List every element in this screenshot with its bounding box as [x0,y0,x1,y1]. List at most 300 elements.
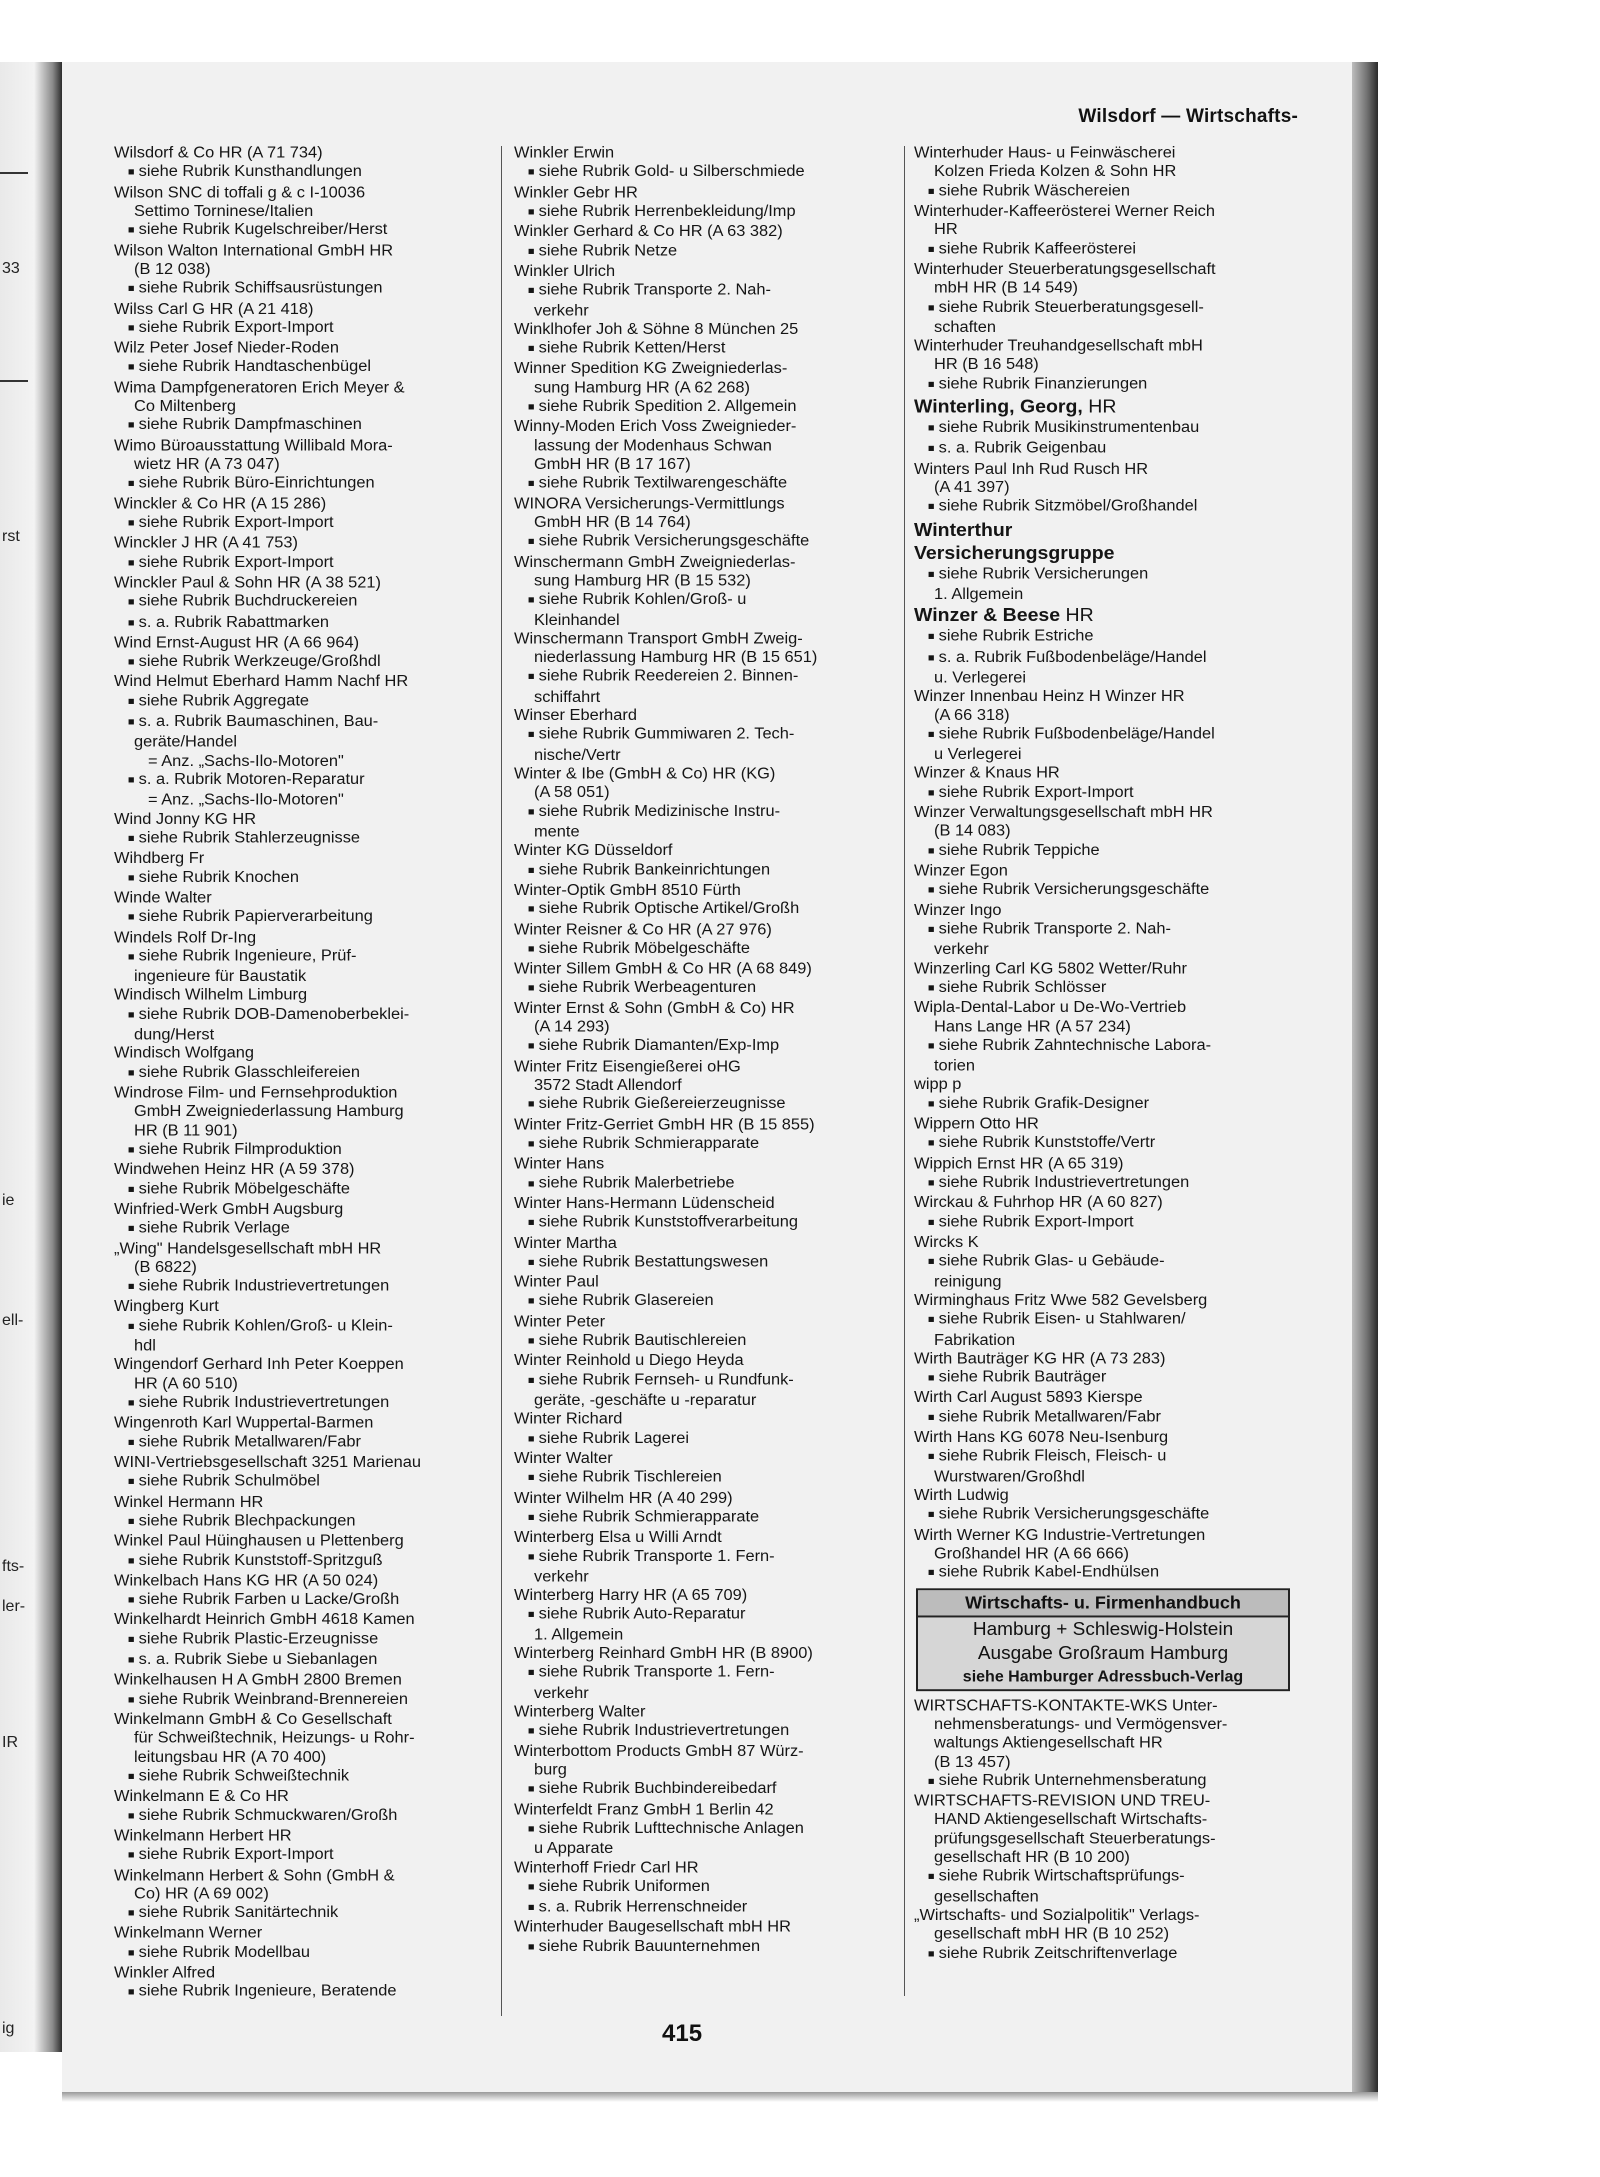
bullet-icon: ■ [528,1941,535,1953]
directory-entry: Wima Dampfgeneratoren Erich Meyer & [114,378,405,396]
bullet-icon: ■ [528,943,535,955]
rubrik-reference [114,474,486,495]
rubrik-text: siehe Rubrik Export-Import [938,782,1134,801]
directory-entry: Winckler Paul & Sohn HR (A 38 521) [114,573,381,592]
entry-continuation: (B 13 457) [934,1752,1011,1771]
rubrik-reference [114,514,486,535]
entry-continuation: reinigung [934,1272,1002,1291]
bullet-icon: ■ [528,1550,535,1563]
rubrik-text: siehe Rubrik Gold- u Silberschmiede [538,162,805,181]
directory-entry: Winters Paul Inh Rud Rusch HR [914,459,1149,478]
rubrik-reference [114,1219,486,1240]
rubrik-text: siehe Rubrik Transporte 1. Fern- [538,1547,775,1565]
directory-entry: Winterberg Reinhard GmbH HR (B 8900) [514,1644,813,1663]
bullet-icon: ■ [128,1067,135,1079]
directory-entry: Winckler J HR (A 41 753) [114,534,298,552]
left-page-rule [0,172,28,174]
entry-continuation: schaften [934,318,996,336]
directory-entry: Winter Sillem GmbH & Co HR (A 68 849) [514,959,812,978]
directory-entry: Wircks K [914,1233,979,1251]
rubrik-reference [514,1253,894,1274]
bullet-icon: ■ [528,1822,535,1835]
bullet-icon: ■ [128,166,135,179]
bullet-icon: ■ [528,1040,535,1053]
directory-entry: Winny-Moden Erich Voss Zweignieder- [514,417,797,436]
rubrik-text: siehe Rubrik Bestattungswesen [538,1252,769,1270]
rubrik-reference [514,1429,894,1450]
entry-continuation: verkehr [534,1567,589,1586]
rubrik-text: siehe Rubrik Grafik-Designer [938,1094,1150,1112]
directory-entry: Wind Helmut Eberhard Hamm Nachf HR [114,673,409,691]
rubrik-reference [114,712,486,733]
entry-continuation: (B 14 083) [934,822,1011,840]
rubrik-reference [914,565,1298,586]
bullet-icon: ■ [928,1177,935,1189]
rubrik-reference [114,1846,486,1867]
bullet-icon: ■ [928,1509,935,1521]
rubrik-text: siehe Rubrik Sitzmöbel/Großhandel [938,497,1198,515]
rubrik-text: siehe Rubrik Schweißtechnik [138,1766,350,1785]
directory-entry: „Wirtschafts- und Sozialpolitik" Verlags- [914,1906,1200,1924]
directory-entry: Wimo Büroausstattung Willibald Mora- [114,436,393,455]
rubrik-reference [514,1508,894,1529]
entry-continuation: HR [934,220,958,239]
directory-entry: Winter Martha [514,1233,617,1252]
bullet-icon: ■ [128,1280,135,1293]
bullet-icon: ■ [928,378,935,391]
bullet-icon: ■ [128,1946,135,1959]
bullet-icon: ■ [128,1515,135,1528]
directory-entry: Winzer Ingo [914,901,1002,919]
directory-entry: Winkler Ulrich [514,262,616,280]
rubrik-reference [514,725,894,746]
bullet-icon: ■ [528,864,535,876]
directory-entry: Winter Reinhold u Diego Heyda [514,1352,744,1370]
rubrik-text: siehe Rubrik Industrievertretungen [138,1393,390,1411]
directory-entry: Winzerling Carl KG 5802 Wetter/Ruhr [914,959,1187,977]
directory-entry: Winter Hans-Hermann Lüdenscheid [514,1194,775,1212]
directory-entry: Windwehen Heinz HR (A 59 378) [114,1160,355,1179]
bullet-icon: ■ [928,1947,935,1960]
rubrik-text: siehe Rubrik Uniformen [538,1877,710,1895]
rubrik-text: siehe Rubrik Industrievertretungen [538,1721,790,1739]
directory-entry: Winter Richard [514,1410,623,1428]
bullet-icon: ■ [528,477,535,490]
rubrik-text: siehe Rubrik Glasereien [538,1291,714,1310]
directory-entry: Winterhuder-Kaffeerösterei Werner Reich [914,202,1215,220]
entry-continuation: geräte/Handel [134,733,237,751]
rubrik-reference [514,1037,894,1058]
bullet-icon: ■ [528,982,535,995]
rubrik-text: siehe Rubrik Blechpackungen [138,1511,356,1530]
rubrik-reference [114,416,486,437]
rubrik-reference [114,1767,486,1788]
rubrik-reference [114,1806,486,1827]
entry-continuation: nehmensberatungs- und Vermögensver- [934,1715,1228,1733]
directory-entry: Wirth Werner KG Industrie-Vertretungen [914,1525,1206,1544]
entry-continuation: u Apparate [534,1839,614,1858]
directory-entry: Wirth Carl August 5893 Kierspe [914,1388,1143,1407]
rubrik-reference [514,1898,894,1919]
bullet-icon: ■ [928,651,935,664]
rubrik-text: siehe Rubrik Malerbetriebe [538,1173,735,1192]
directory-entry: Wirckau & Fuhrhop HR (A 60 827) [914,1193,1163,1212]
entry-continuation: prüfungsgesellschaft Steuerberatungs- [934,1829,1216,1848]
rubrik-reference [914,1563,1298,1584]
rubrik-text: siehe Rubrik Verlage [138,1218,290,1237]
bullet-icon: ■ [928,1137,935,1150]
bullet-icon: ■ [928,1216,935,1229]
rubrik-text: siehe Rubrik Schulmöbel [138,1472,320,1490]
bullet-icon: ■ [928,884,935,897]
directory-entry: Winzer Egon [914,861,1008,880]
rubrik-reference [114,613,486,634]
rubrik-reference [114,1393,486,1414]
rubrik-reference [514,1937,894,1958]
directory-entry: Winter Walter [514,1449,613,1468]
directory-entry: Winkelmann Herbert HR [114,1826,292,1845]
page-bottom-shadow [62,2092,1378,2102]
entry-continuation: geräte, -geschäfte u -reparatur [534,1391,757,1409]
bullet-icon: ■ [928,301,935,314]
bullet-icon: ■ [528,284,535,297]
rubrik-text: siehe Rubrik Plastic-Erzeugnisse [138,1629,379,1648]
rubrik-reference [514,1213,894,1234]
bullet-icon: ■ [128,774,135,787]
rubrik-reference [114,1590,486,1611]
bullet-icon: ■ [928,786,935,799]
entry-continuation: HR (A 60 510) [134,1374,238,1393]
rubrik-reference [914,497,1298,518]
rubrik-reference [114,1433,486,1454]
rubrik-reference [914,1867,1298,1888]
directory-entry: Winterhuder Haus- u Feinwäscherei [914,144,1176,162]
rubrik-text: siehe Rubrik Werbeagenturen [538,978,757,997]
bullet-icon: ■ [128,361,135,374]
rubrik-reference [914,841,1298,862]
directory-entry: Winterhoff Friedr Carl HR [514,1858,699,1876]
directory-entry: Winterbottom Products GmbH 87 Würz- [514,1742,804,1760]
directory-entry: Wipla-Dental-Labor u De-Wo-Vertrieb [914,998,1187,1017]
directory-entry: WIRTSCHAFTS-REVISION UND TREU- [914,1792,1211,1810]
bullet-icon: ■ [928,1098,935,1110]
rubrik-text: siehe Rubrik Fleisch, Fleisch- u [938,1447,1167,1465]
rubrik-reference [114,592,486,613]
running-head: Wilsdorf — Wirtschafts- [1078,106,1298,127]
rubrik-text: siehe Rubrik Export-Import [138,513,334,531]
rubrik-text: siehe Rubrik Buchdruckereien [138,592,358,610]
entry-continuation: (B 6822) [134,1258,197,1276]
bullet-icon: ■ [128,1476,135,1488]
directory-entry: Winzer & Knaus HR [914,764,1060,782]
rubrik-text: siehe Rubrik Export-Import [138,1845,334,1864]
bullet-icon: ■ [928,185,935,197]
bullet-icon: ■ [928,1411,935,1424]
bullet-icon: ■ [128,1397,135,1409]
entry-continuation: mbH HR (B 14 549) [934,279,1078,297]
bullet-icon: ■ [128,716,135,729]
entry-continuation: (A 41 397) [934,478,1010,497]
directory-entry: Winckler & Co HR (A 15 286) [114,494,327,513]
rubrik-text: siehe Rubrik Versicherungen [938,564,1149,583]
entry-continuation: gesellschaft mbH HR (B 10 252) [934,1925,1170,1943]
directory-entry: Wingberg Kurt [114,1297,219,1316]
rubrik-reference [914,298,1298,319]
rubrik-reference [114,652,486,673]
rubrik-reference [914,1408,1298,1429]
rubrik-text: siehe Rubrik Schmierapparate [538,1507,760,1526]
directory-entry: wipp p [914,1075,962,1094]
entry-continuation: gesellschaft HR (B 10 200) [934,1848,1130,1866]
rubrik-text: siehe Rubrik Büro-Einrichtungen [138,474,375,492]
rubrik-reference [514,802,894,823]
directory-entry: Windisch Wolfgang [114,1044,254,1062]
rubrik-text: siehe Rubrik Spedition 2. Allgemein [538,397,797,415]
entry-continuation: für Schweißtechnik, Heizungs- u Rohr- [134,1729,415,1747]
left-page-rule [0,380,28,382]
entry-continuation: lassung der Modenhaus Schwan [534,436,772,455]
rubrik-reference [114,1551,486,1572]
bullet-icon: ■ [128,1554,135,1567]
bullet-icon: ■ [928,1450,935,1463]
directory-entry: Winter KG Düsseldorf [514,841,673,860]
bullet-icon: ■ [128,1594,135,1606]
directory-entry: „Wing" Handelsgesellschaft mbH HR [114,1239,382,1258]
highlighted-entry [914,395,1298,418]
rubrik-text: siehe Rubrik Netze [538,241,678,260]
bullet-icon: ■ [128,596,135,608]
rubrik-reference [914,648,1298,669]
rubrik-reference [114,829,486,850]
highlighted-entry-name: Winterling, Georg, [914,396,1083,418]
rubrik-text: siehe Rubrik Transporte 2. Nah- [538,280,771,299]
rubrik-text: siehe Rubrik Glasschleifereien [138,1063,361,1081]
rubrik-text: siehe Rubrik Versicherungsgeschäfte [938,880,1210,898]
bullet-icon: ■ [528,536,535,548]
directory-entry: Winkelbach Hans KG HR (A 50 024) [114,1571,379,1590]
left-page-fragment: ell- [2,1312,24,1329]
directory-entry: Winkler Gerhard & Co HR (A 63 382) [514,222,783,241]
directory-entry: Wilson SNC di toffali g & c I-10036 [114,183,366,201]
bullet-icon: ■ [128,322,135,334]
entry-continuation: wietz HR (A 73 047) [134,455,280,473]
rubrik-reference [114,1904,486,1925]
rubrik-reference [114,771,486,792]
rubrik-text: siehe Rubrik Modellbau [138,1943,310,1961]
rubrik-reference [914,1771,1298,1792]
rubrik-reference [914,1252,1298,1273]
bullet-icon: ■ [528,401,535,413]
directory-entry: Winkler Erwin [514,144,615,162]
rubrik-text: siehe Rubrik Optische Artikel/Großh [538,899,800,918]
rubrik-reference [514,1331,894,1352]
left-page-fragment: rst [2,528,20,545]
bullet-icon: ■ [928,1372,935,1384]
entry-continuation: 1. Allgemein [534,1625,624,1644]
rubrik-reference [514,939,894,960]
rubrik-text: siehe Rubrik Gummiwaren 2. Tech- [538,725,795,743]
left-page-fragment: ler- [2,1598,26,1615]
rubrik-reference [114,1630,486,1651]
rubrik-text: siehe Rubrik Diamanten/Exp-Imp [538,1036,780,1055]
entry-continuation: Wurstwaren/Großhdl [934,1467,1085,1486]
rubrik-reference [514,1174,894,1195]
rubrik-text: siehe Rubrik Möbelgeschäfte [538,939,751,957]
directory-page [62,62,1358,2092]
entry-continuation: verkehr [934,940,989,959]
bullet-icon: ■ [528,1098,535,1111]
bullet-icon: ■ [528,1217,535,1229]
rubrik-reference [114,163,486,184]
entry-continuation: torien [934,1056,976,1075]
directory-entry: Winkelhausen H A GmbH 2800 Bremen [114,1671,402,1689]
register-tag: HR [1082,396,1117,418]
bullet-icon: ■ [128,1222,135,1235]
bullet-icon: ■ [128,616,135,629]
bullet-icon: ■ [928,981,935,994]
rubrik-text: siehe Rubrik Lagerei [538,1428,689,1447]
entry-continuation: mente [534,822,580,841]
bullet-icon: ■ [128,1693,135,1706]
directory-entry: Winter Reisner & Co HR (A 27 976) [514,920,772,938]
rubrik-text: siehe Rubrik Möbelgeschäfte [138,1179,351,1197]
directory-entry: Winschermann Transport GmbH Zweig- [514,629,803,648]
rubrik-reference [514,1371,894,1392]
entry-continuation: (A 58 051) [534,783,610,801]
rubrik-text: siehe Rubrik Bautischlereien [538,1331,747,1349]
rubrik-text: siehe Rubrik Transporte 2. Nah- [938,919,1171,938]
directory-entry: Winzer Innenbau Heinz H Winzer HR [914,687,1185,705]
directory-entry: Wilsdorf & Co HR (A 71 734) [114,144,323,162]
rubrik-text: siehe Rubrik Aggregate [138,691,310,710]
rubrik-reference [914,1447,1298,1468]
directory-entry: Winter Fritz Eisengießerei oHG [514,1057,741,1075]
rubrik-reference [114,1512,486,1533]
rubrik-text: siehe Rubrik Gießereierzeugnisse [538,1094,786,1113]
entry-continuation: (A 66 318) [934,706,1010,724]
bullet-icon: ■ [128,1183,135,1196]
bullet-icon: ■ [528,1177,535,1190]
rubrik-text: siehe Rubrik Farben u Lacke/Großh [138,1590,400,1608]
rubrik-reference [914,1036,1298,1057]
entry-continuation: burg [534,1760,567,1779]
directory-entry: WINI-Vertriebsgesellschaft 3251 Marienau [114,1453,422,1471]
directory-entry: Winterhuder Baugesellschaft mbH HR [514,1918,791,1937]
rubrik-reference [914,1134,1298,1155]
entry-continuation: sung Hamburg HR (A 62 268) [534,378,750,396]
rubrik-reference [514,590,894,611]
entry-continuation: (B 12 038) [134,260,211,278]
rubrik-reference [914,881,1298,902]
rubrik-reference [514,667,894,688]
entry-continuation: GmbH Zweigniederlassung Hamburg [134,1102,404,1121]
rubrik-text: siehe Rubrik Unternehmensberatung [938,1771,1207,1789]
highlighted-entry [914,604,1298,627]
left-page-edge [0,62,62,2052]
bullet-icon: ■ [528,594,535,606]
bullet-icon: ■ [928,845,935,857]
rubrik-text: siehe Rubrik Lufttechnische Anlagen [538,1819,804,1837]
rubrik-text: siehe Rubrik Dampfmaschinen [138,415,362,434]
left-page-fragment: IR [2,1734,18,1751]
entry-continuation: verkehr [534,301,589,320]
rubrik-reference [114,1180,486,1201]
entry-continuation: 1. Allgemein [934,585,1024,603]
entry-continuation: HAND Aktiengesellschaft Wirtschafts- [934,1810,1208,1829]
bullet-icon: ■ [528,1511,535,1524]
rubrik-reference [114,1063,486,1084]
rubrik-reference [914,240,1298,261]
directory-entry: Winter Peter [514,1312,606,1331]
rubrik-text: siehe Rubrik Versicherungsgeschäfte [538,532,810,550]
rubrik-reference [514,1547,894,1568]
entry-continuation: ingenieure für Baustatik [134,967,307,986]
rubrik-reference [514,1292,894,1313]
bullet-icon: ■ [928,568,935,581]
rubrik-text: siehe Rubrik Weinbrand-Brennereien [138,1689,409,1708]
directory-entry: Winter Paul [514,1273,599,1291]
rubrik-reference [114,279,486,300]
bullet-icon: ■ [528,1335,535,1347]
rubrik-text: s. a. Rubrik Baumaschinen, Bau- [138,712,379,730]
rubrik-text: siehe Rubrik Metallwaren/Fabr [138,1432,361,1451]
entry-continuation: GmbH HR (B 17 167) [534,455,691,473]
entry-continuation: Settimo Torninese/Italien [134,202,314,220]
rubrik-text: siehe Rubrik Bauträger [938,1368,1107,1386]
bullet-icon: ■ [128,556,135,569]
directory-entry: Winkelmann E & Co HR [114,1787,289,1805]
entry-continuation: niederlassung Hamburg HR (B 15 651) [534,648,818,666]
rubrik-text: siehe Rubrik Finanzierungen [938,374,1148,393]
rubrik-reference [114,947,486,968]
left-page-fragment: 33 [2,260,20,277]
bullet-icon: ■ [128,911,135,924]
rubrik-reference [114,908,486,929]
ad-title: Wirtschafts- u. Firmenhandbuch [918,1590,1288,1617]
entry-continuation: HR (B 16 548) [934,355,1039,374]
directory-entry: Winkler Alfred [114,1963,216,1982]
rubrik-reference [514,1780,894,1801]
rubrik-text: siehe Rubrik Papierverarbeitung [138,907,373,926]
bullet-icon: ■ [528,1783,535,1796]
rubrik-text: siehe Rubrik Ketten/Herst [538,339,726,357]
entry-continuation: verkehr [534,1684,589,1702]
rubrik-text: siehe Rubrik Kohlen/Groß- u Klein- [138,1316,393,1334]
rubrik-reference [914,439,1298,460]
directory-entry: Winkler Gebr HR [514,183,638,201]
directory-entry: Winter & Ibe (GmbH & Co) HR (KG) [514,764,776,783]
directory-entry: Winter Wilhelm HR (A 40 299) [514,1488,733,1507]
bullet-icon: ■ [128,477,135,490]
rubrik-reference [514,242,894,263]
rubrik-text: siehe Rubrik Estriche [938,627,1094,645]
column-1 [114,144,486,2003]
bullet-icon: ■ [528,1881,535,1893]
highlighted-entry-name: Winterthur [914,519,1013,541]
rubrik-reference [514,474,894,495]
rubrik-reference [114,868,486,889]
bullet-icon: ■ [928,923,935,936]
bullet-icon: ■ [928,422,935,435]
bullet-icon: ■ [528,166,535,179]
bullet-icon: ■ [928,1314,935,1326]
entry-continuation: HR (B 11 901) [134,1121,238,1139]
rubrik-text: siehe Rubrik Bankeinrichtungen [538,860,771,878]
directory-entry: Wippern Otto HR [914,1115,1039,1133]
left-page-fragment: ie [2,1192,15,1209]
rubrik-text: siehe Rubrik Kunststoffverarbeitung [538,1213,799,1231]
rubrik-reference [114,1943,486,1964]
